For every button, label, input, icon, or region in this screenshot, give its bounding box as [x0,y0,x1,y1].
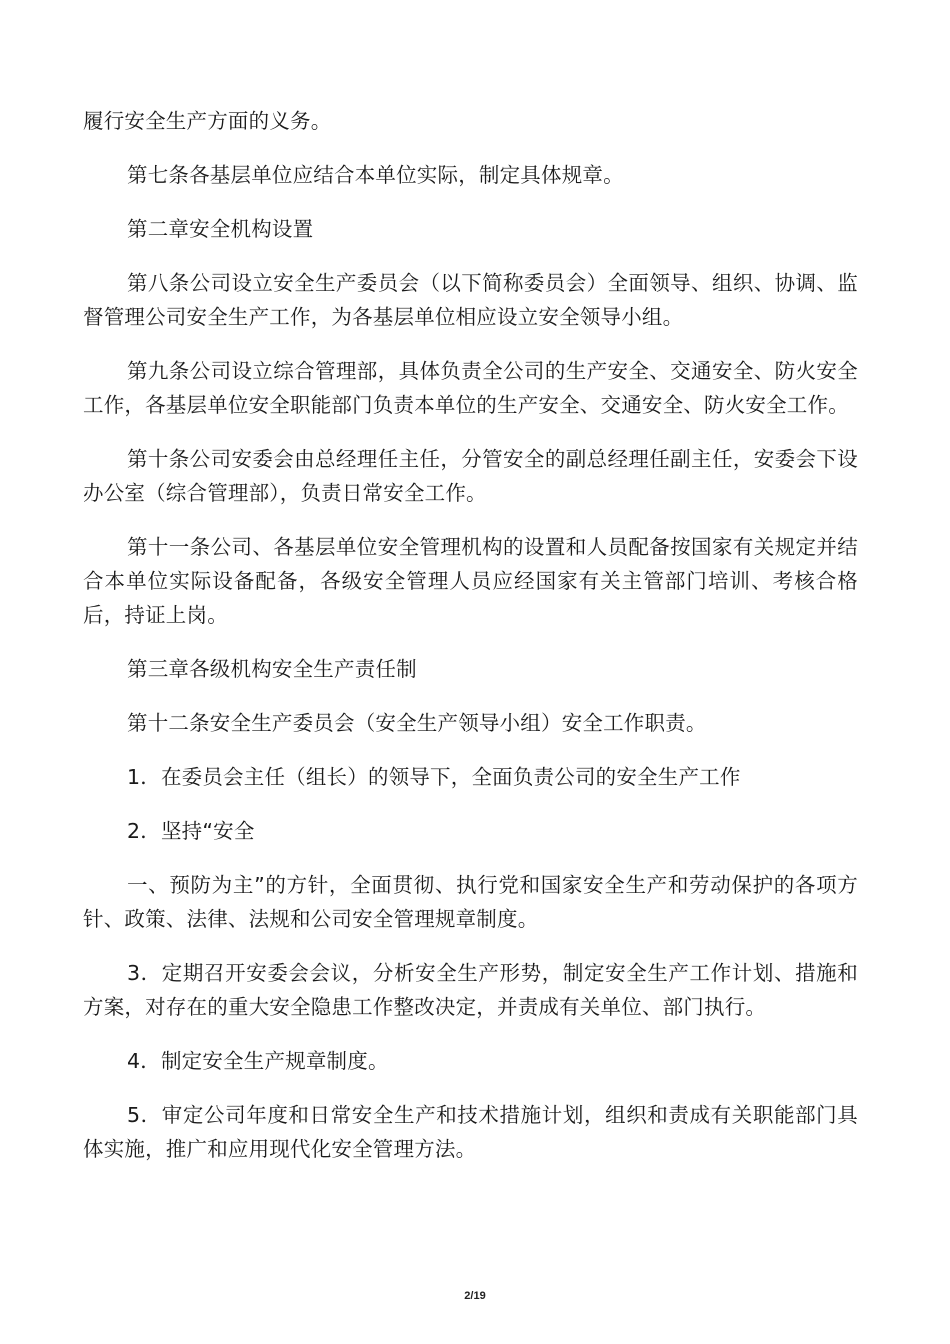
page-number: 2/19 [464,1290,486,1302]
paragraph-article-10: 第十条公司安委会由总经理任主任，分管安全的副总经理任副主任，安委会下设办公室（综合管理部），负责日常安全工作。 [83,447,858,505]
chapter-heading-2: 第二章安全机构设置 [127,217,314,241]
list-item-1: 1．在委员会主任（组长）的领导下，全面负责公司的安全生产工作 [127,765,741,789]
chapter-heading-3: 第三章各级机构安全生产责任制 [127,657,417,681]
document-body [83,104,858,1166]
list-item-4: 4．制定安全生产规章制度。 [127,1049,389,1073]
paragraph-article-9: 第九条公司设立综合管理部，具体负责全公司的生产安全、交通安全、防火安全工作，各基层单位安全职能部门负责本单位的生产安全、交通安全、防火安全工作。 [83,359,858,417]
list-item-2: 2．坚持“安全 [127,819,255,843]
paragraph-article-11: 第十一条公司、各基层单位安全管理机构的设置和人员配备按国家有关规定并结合本单位实际设备配备，各级安全管理人员应经国家有关主管部门培训、考核合格后，持证上岗。 [83,535,858,627]
paragraph-continuation: 履行安全生产方面的义务。 [83,109,332,133]
paragraph-article-7: 第七条各基层单位应结合本单位实际，制定具体规章。 [127,163,624,187]
list-item-3: 3．定期召开安委会会议，分析安全生产形势，制定安全生产工作计划、措施和方案，对存在的重大安全隐患工作整改决定，并责成有关单位、部门执行。 [83,961,858,1019]
list-item-5: 5．审定公司年度和日常安全生产和技术措施计划，组织和责成有关职能部门具体实施，推广和应用现代化安全管理方法。 [83,1103,858,1161]
paragraph-article-8: 第八条公司设立安全生产委员会（以下简称委员会）全面领导、组织、协调、监督管理公司安全生产工作，为各基层单位相应设立安全领导小组。 [83,271,858,329]
paragraph-article-12: 第十二条安全生产委员会（安全生产领导小组）安全工作职责。 [127,711,707,735]
list-item-2-continuation: 一、预防为主”的方针，全面贯彻、执行党和国家安全生产和劳动保护的各项方针、政策、法律、法规和公司安全管理规章制度。 [83,873,858,931]
